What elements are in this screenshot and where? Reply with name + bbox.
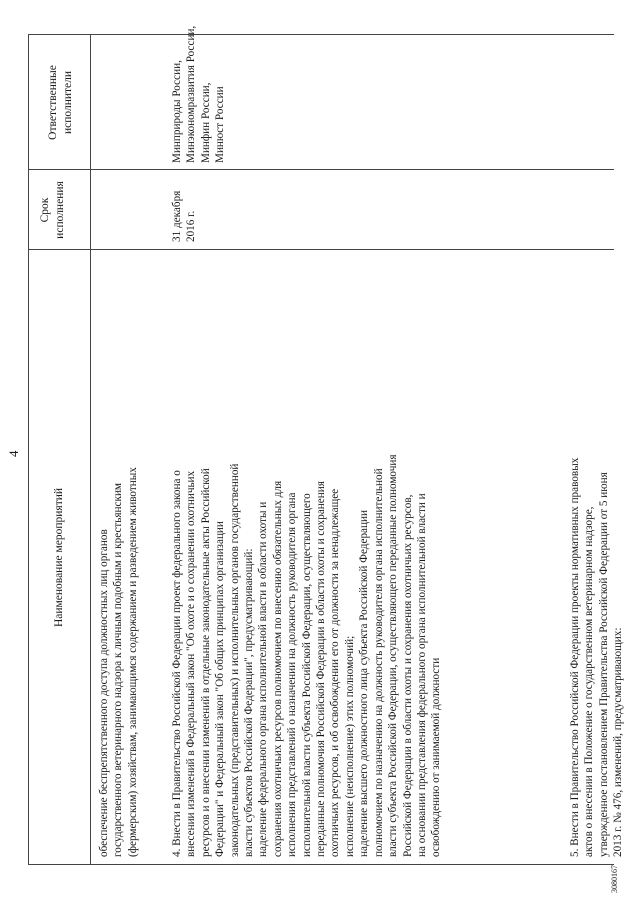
text-line: сохранения охотничьих ресурсов полномочием по внесению обязательных для: [271, 480, 284, 857]
text-line: обеспечение беспрепятственного доступа должностных лиц органов: [98, 529, 110, 857]
text-line: внесении изменений в Федеральный закон "Об охоте и о сохранении охотничьих: [185, 470, 198, 857]
text-line: исполнительной власти субъекта Российской Федерации, осуществляющего: [300, 493, 313, 857]
text-line: власти субъекта Российской Федерации, осуществляющего переданные полномочия: [387, 454, 400, 857]
header-deadline-line: Срок: [39, 197, 51, 223]
text-line: охотничьих ресурсов, и об освобождении его от должности за ненадлежащее: [329, 488, 342, 857]
column-divider-responsible: [28, 169, 614, 170]
header-name: Наименование мероприятий: [53, 487, 65, 628]
text-line: законодательных (представительных) и исполнительных органов государственной: [228, 463, 241, 857]
text-line: переданные полномочия Российской Федерации в области охоты и сохранения: [315, 481, 328, 857]
column-divider-deadline: [28, 249, 614, 250]
text-line: Российской Федерации в области охоты и сохранения охотничьих ресурсов,: [401, 494, 414, 857]
item-4-text: [170, 257, 444, 857]
text-line: власти субъектов Российской Федерации", предусматривающий:: [243, 548, 256, 857]
text-line: утвержденное постановлением Правительства Российской Федерации от 5 июня: [597, 472, 610, 857]
text-line: исполнение (неисполнение) этих полномочий;: [343, 635, 356, 857]
responsible-line: Минфин России,: [199, 82, 212, 163]
table-top-border: [28, 35, 29, 865]
responsible-line: Минэкономразвития России,: [185, 25, 198, 163]
text-line: государственного ветеринарного надзора к личным подобным и крестьянским: [112, 482, 125, 857]
text-line: на основании представления федерального органа исполнительной власти и: [415, 493, 428, 857]
deadline-line: 2016 г.: [185, 210, 198, 242]
deadline-line: 31 декабря: [171, 190, 183, 242]
item-continuation: [97, 257, 140, 857]
header-bottom-border: [90, 35, 91, 865]
text-line: наделение федерального органа исполнительной власти в области охоты и: [257, 501, 270, 857]
header-deadline-line: исполнения: [54, 181, 66, 239]
text-line: наделение высшего должностного лица субъекта Российской Федерации: [358, 510, 371, 857]
text-line: 5. Внести в Правительство Российской Федерации проекты нормативных правовых: [569, 457, 581, 857]
table-left-border: [28, 864, 614, 865]
header-responsible: Ответственные исполнители: [47, 65, 74, 140]
responsible-line: Минюст России: [214, 86, 227, 163]
text-line: исполнения представлений о назначении на должность руководителя органа: [286, 492, 299, 857]
item-5-text: [568, 257, 626, 857]
text-line: ресурсов и о внесении изменений в отдельные законодательные акты Российской: [199, 468, 212, 857]
header-deadline: [38, 170, 68, 250]
page-number: 4: [6, 450, 21, 457]
item-4-deadline: [170, 172, 199, 242]
text-line: полномочием по назначению на должность руководителя органа исполнительной: [372, 468, 385, 857]
text-line: 2013 г. № 476, изменений, предусматривающих:: [612, 627, 625, 857]
table-right-border: [28, 34, 614, 35]
text-line: 4. Внести в Правительство Российской Федерации проект федерального закона о: [171, 470, 183, 857]
text-line: освобождению от занимаемой должности: [430, 657, 443, 857]
text-line: Федерации" и Федеральный закон "Об общих принципах организации: [214, 521, 227, 857]
responsible-line: Минприроды России,: [171, 60, 183, 163]
item-4-responsible: [170, 25, 228, 163]
text-line: актов о внесении в Положение о государственном ветеринарном надзоре,: [583, 506, 596, 857]
text-line: (фермерским) хозяйствам, занимающимся содержанием и разведением животных: [126, 467, 139, 857]
document-id: 3080167: [610, 865, 619, 893]
